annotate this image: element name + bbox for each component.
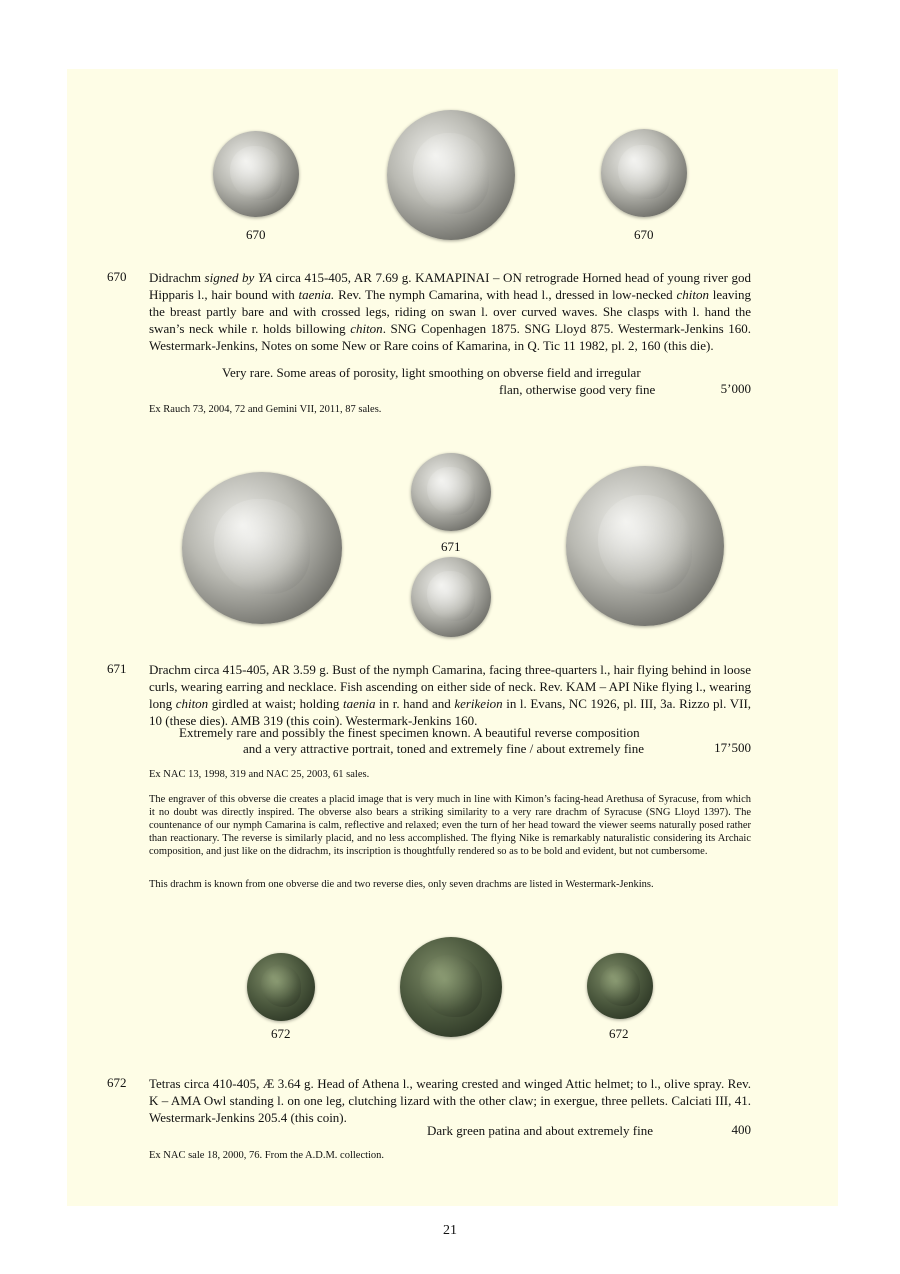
- description-text: Rev. The nymph Camarina, with head l., dressed in low-necked: [334, 287, 677, 302]
- lot-number: 671: [107, 661, 127, 676]
- lot-description: [149, 269, 751, 354]
- coin-671-obverse-small: [411, 453, 491, 531]
- lot-commentary: The engraver of this obverse die creates a placid image that is very much in line with Kimon’s facing-head Arethusa of Syracuse, from which it no doubt was directly inspired. The obverse also bears a striking similarity to a very rare drachm of Syracuse (SNG Lloyd 1397). The countenance of our nymph Camarina is calm, reflective and relaxed; even the turn of her head toward the viewer seems naturally posed rather than reactionary. The reverse is similarly placid, and no less accomplished. The flying Nike is remarkably naturalistic considering its Archaic composition, and just like on the didrachm, its inscription is thoughtfully rendered so as to be bold and evident, but not cumbersome.: [149, 794, 751, 857]
- lot-description: [149, 661, 751, 729]
- coin-670-reverse-small: [601, 129, 687, 217]
- lot-description: [149, 1075, 751, 1126]
- description-italic-term: taenia.: [298, 287, 335, 302]
- description-text: in l. Evans, NC 1926, pl. III, 3a. Rizzo pl. VII, 10 (these dies). AMB 319 (this coin). Westermark-Jenkins 160.: [149, 696, 752, 728]
- lot-condition: and a very attractive portrait, toned and extremely fine / about extremely fine: [243, 741, 645, 756]
- lot-number: 672: [107, 1075, 127, 1090]
- description-italic-term: kerikeion: [454, 696, 503, 711]
- coin-670-reverse-large: [387, 110, 515, 240]
- description-text: . SNG Copenhagen 1875. SNG Lloyd 875. Westermark-Jenkins 160. Westermark-Jenkins, Notes on some New or Rare coins of Kamarina, in Q. Tic 11 1982, pl. 2, 160 (this die).: [149, 321, 751, 353]
- lot-condition: Very rare. Some areas of porosity, light smoothing on obverse field and irregular: [222, 365, 641, 380]
- lot-condition: Dark green patina and about extremely fine: [427, 1123, 653, 1138]
- description-italic-term: taenia: [342, 696, 376, 711]
- coin-671-reverse-small: [411, 557, 491, 637]
- lot-condition: Extremely rare and possibly the finest specimen known. A beautiful reverse composition: [179, 725, 640, 740]
- coin-672-reverse-small: [587, 953, 653, 1019]
- lot-provenance: Ex Rauch 73, 2004, 72 and Gemini VII, 2011, 87 sales.: [149, 404, 382, 415]
- lot-estimate: 5’000: [720, 381, 751, 396]
- description-text: girdled at waist; holding: [208, 696, 343, 711]
- coin-caption: 670: [246, 227, 266, 242]
- coin-671-reverse-large: [566, 466, 724, 626]
- description-text: leaving the breast partly bare and with crossed legs, riding on swan l. over curved waves. She clasps with l. hand the swan’s neck while r. holds billowing: [149, 287, 751, 336]
- coin-caption: 672: [271, 1026, 291, 1041]
- coin-caption: 671: [441, 539, 461, 554]
- description-text: Didrachm: [149, 270, 205, 285]
- description-italic-term: signed by YA: [204, 270, 273, 285]
- coin-670-obverse-small: [213, 131, 299, 217]
- description-text: in r. hand and: [375, 696, 455, 711]
- description-text: Tetras circa 410-405, Æ 3.64 g. Head of Athena l., wearing crested and winged Attic helmet; to l., olive spray. Rev. K – AMA Owl standing l. on one leg, clutching lizard with the other claw; in exergue, three pellets. Calciati III, 41. Westermark-Jenkins 205.4 (this coin).: [149, 1076, 751, 1125]
- description-italic-term: chiton: [676, 287, 709, 302]
- coin-672-obverse-small: [247, 953, 315, 1021]
- description-text: circa 415-405, AR 7.69 g. KAMAPINAI – ON retrograde Horned head of young river god Hipparis l., hair bound with: [149, 270, 751, 302]
- lot-estimate: 17’500: [714, 740, 751, 755]
- lot-estimate: 400: [731, 1122, 751, 1137]
- coin-caption: 670: [634, 227, 654, 242]
- description-text: Drachm circa 415-405, AR 3.59 g. Bust of the nymph Camarina, facing three-quarters l., hair flying behind in loose curls, wearing earring and necklace. Fish ascending on either side of neck. Rev. KAM – API Nike flying l., wearing long: [149, 662, 751, 711]
- coin-672-reverse-large: [400, 937, 502, 1037]
- description-italic-term: chiton: [175, 696, 209, 711]
- lot-number: 670: [107, 269, 127, 284]
- lot-commentary-footnote: This drachm is known from one obverse die and two reverse dies, only seven drachms are listed in Westermark-Jenkins.: [149, 879, 654, 890]
- lot-condition: flan, otherwise good very fine: [499, 382, 656, 397]
- lot-provenance: Ex NAC sale 18, 2000, 76. From the A.D.M. collection.: [149, 1150, 385, 1161]
- coin-671-obverse-large: [182, 472, 342, 624]
- page-number: 21: [443, 1223, 457, 1238]
- description-italic-term: chiton: [350, 321, 383, 336]
- lot-provenance: Ex NAC 13, 1998, 319 and NAC 25, 2003, 61 sales.: [149, 769, 370, 780]
- coin-caption: 672: [609, 1026, 629, 1041]
